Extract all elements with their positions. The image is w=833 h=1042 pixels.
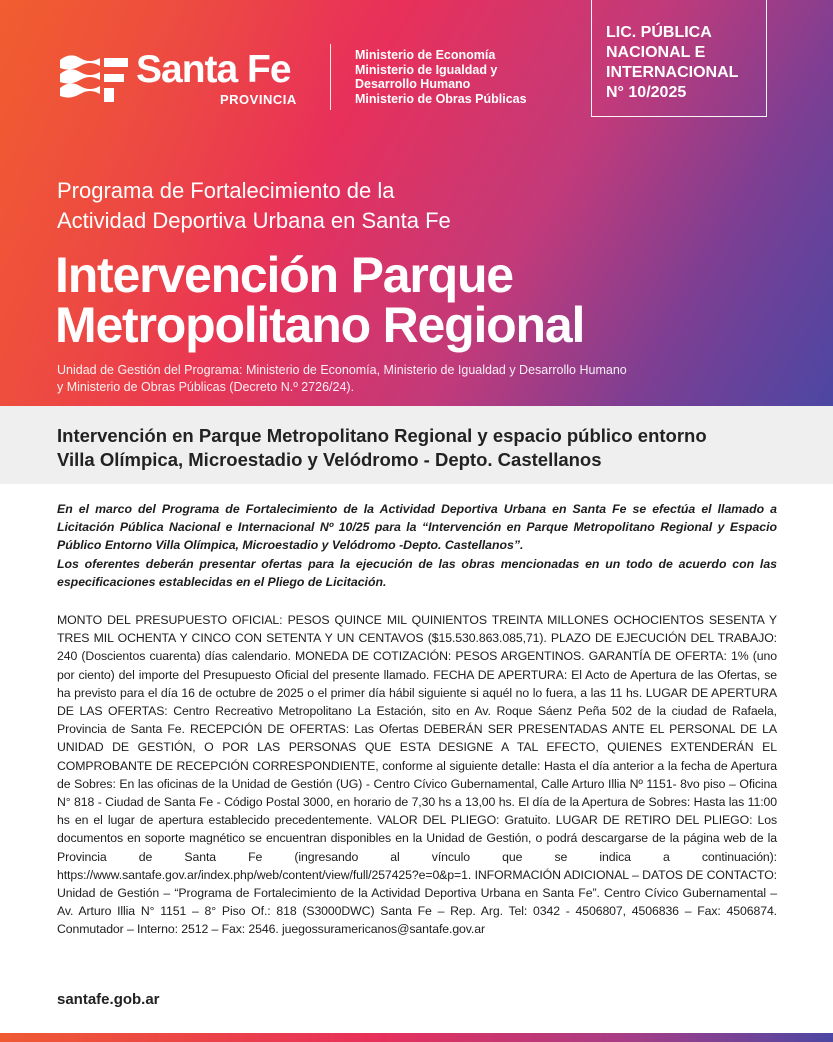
ministries-list	[355, 48, 575, 106]
logo-divider	[330, 44, 331, 110]
tender-details	[57, 611, 777, 939]
ministry-line: Ministerio de Obras Públicas	[355, 91, 527, 106]
licitacion-line: NACIONAL E	[606, 44, 706, 61]
program-line: Actividad Deportiva Urbana en Santa Fe	[57, 208, 451, 233]
intro-paragraph: En el marco del Programa de Fortalecimiento de la Actividad Deportiva Urbana en Santa Fe se efectúa el llamado a Licitación Pública Nacional e Internacional Nº 10/25 para la “Intervención en Parque Metropolitano Regional y Espacio Público Entorno Villa Olímpica, Microestadio y Velódromo -Depto. Castellanos”.	[57, 502, 777, 553]
hero-banner	[0, 0, 833, 406]
intro-paragraph: Los oferentes deberán presentar ofertas para la ejecución de las obras mencionadas en un todo de acuerdo con las especificaciones establecidas en el Pliego de Licitación.	[57, 556, 777, 589]
licitacion-line: LIC. PÚBLICA	[606, 24, 712, 41]
subheading-line: Villa Olímpica, Microestadio y Velódromo - Depto. Castellanos	[57, 449, 602, 470]
title-line: Intervención Parque	[55, 247, 513, 303]
footer-website-link[interactable]: santafe.gob.ar	[57, 991, 160, 1008]
santa-fe-emblem-icon	[58, 50, 128, 106]
unit-note-line: y Ministerio de Obras Públicas (Decreto N.º 2726/24).	[57, 380, 355, 394]
subheading-line: Intervención en Parque Metropolitano Regional y espacio público entorno	[57, 425, 707, 446]
santa-fe-logo	[58, 46, 308, 110]
ministry-line: Desarrollo Humano	[355, 77, 471, 91]
licitacion-badge	[591, 0, 767, 117]
unit-note-line: Unidad de Gestión del Programa: Ministerio de Economía, Ministerio de Igualdad y Desarrollo Humano	[57, 363, 627, 377]
management-unit-note	[57, 362, 627, 396]
bottom-gradient-bar	[0, 1033, 833, 1042]
tender-details-paragraph: MONTO DEL PRESUPUESTO OFICIAL: PESOS QUINCE MIL QUINIENTOS TREINTA MILLONES OCHOCIENTOS SESENTA Y TRES MIL OCHENTA Y CINCO CON SETENTA Y UN CENTAVOS ($15.530.863.085,71). PLAZO DE EJECUCIÓN DEL TRABAJO: 240 (Doscientos cuarenta) días calendario. MONEDA DE COTIZACIÓN: PESOS ARGENTINOS. GARANTÍA DE OFERTA: 1% (uno por ciento) del importe del Presupuesto Oficial del presente llamado. FECHA DE APERTURA: El Acto de Apertura de las Ofertas, se ha previsto para el día 16 de octubre de 2025 o el primer día hábil siguiente si aquél no lo fuera, a las 11 hs. LUGAR DE APERTURA DE LAS OFERTAS: Centro Recreativo Metropolitano La Estación, sito en Av. Roque Sáenz Peña 502 de la ciudad de Rafaela, Provincia de Santa Fe. RECEPCIÓN DE OFERTAS: Las Ofertas DEBERÁN SER PRESENTADAS ANTE EL PERSONAL DE LA UNIDAD DE GESTIÓN, O POR LAS PERSONAS QUE ESTA DESIGNE A TAL EFECTO, QUIENES EXTENDERÁN EL COMPROBANTE DE RECEPCIÓN CORRESPONDIENTE, conforme al siguiente detalle: Hasta el día anterior a la fecha de Apertura de Sobres: En las oficinas de la Unidad de Gestión (UG) - Centro Cívico Gubernamental, Calle Arturo Illia Nº 1151- 8vo piso – Oficina N° 818 - Ciudad de Santa Fe - Código Postal 3000, en horario de 7,30 hs a 13,00 hs. El día de la Apertura de Sobres: Hasta las 11:00 hs en el lugar de apertura establecido precedentemente. VALOR DEL PLIEGO: Gratuito. LUGAR DE RETIRO DEL PLIEGO: Los documentos en soporte magnético se encuentran disponibles en la Unidad de Gestión, o podrá descargarse de la página web de la Provincia de Santa Fe (ingresando al vínculo que se indica a continuación): https://www.santafe.gov.ar/index.php/web/content/view/full/257425?e=0&p=1. INFORMACIÓN ADICIONAL – DATOS DE CONTACTO: Unidad de Gestión – “Programa de Fortalecimiento de la Actividad Deportiva Urbana en Santa Fe”. Centro Cívico Gubernamental – Av. Arturo Illia N° 1151 – 8° Piso Of.: 818 (S3000DWC) Santa Fe – Rep. Arg. Tel: 0342 - 4506807, 4506836 – Fax: 4506874. Conmutador – Interno: 2512 – Fax: 2546. juegossuramericanos@santafe.gov.ar	[57, 613, 777, 937]
licitacion-line: N° 10/2025	[606, 84, 687, 101]
page-title	[55, 247, 585, 353]
program-name	[57, 176, 451, 236]
ministry-line: Ministerio de Igualdad y	[355, 62, 498, 77]
logo-name: Santa Fe	[136, 48, 291, 91]
ministry-line: Ministerio de Economía	[355, 48, 496, 62]
title-line: Metropolitano Regional	[55, 297, 585, 353]
logo-subtitle: PROVINCIA	[220, 92, 297, 107]
project-subheading	[0, 406, 833, 484]
intro-text	[57, 500, 777, 591]
licitacion-line: INTERNACIONAL	[606, 64, 739, 81]
program-line: Programa de Fortalecimiento de la	[57, 178, 395, 203]
